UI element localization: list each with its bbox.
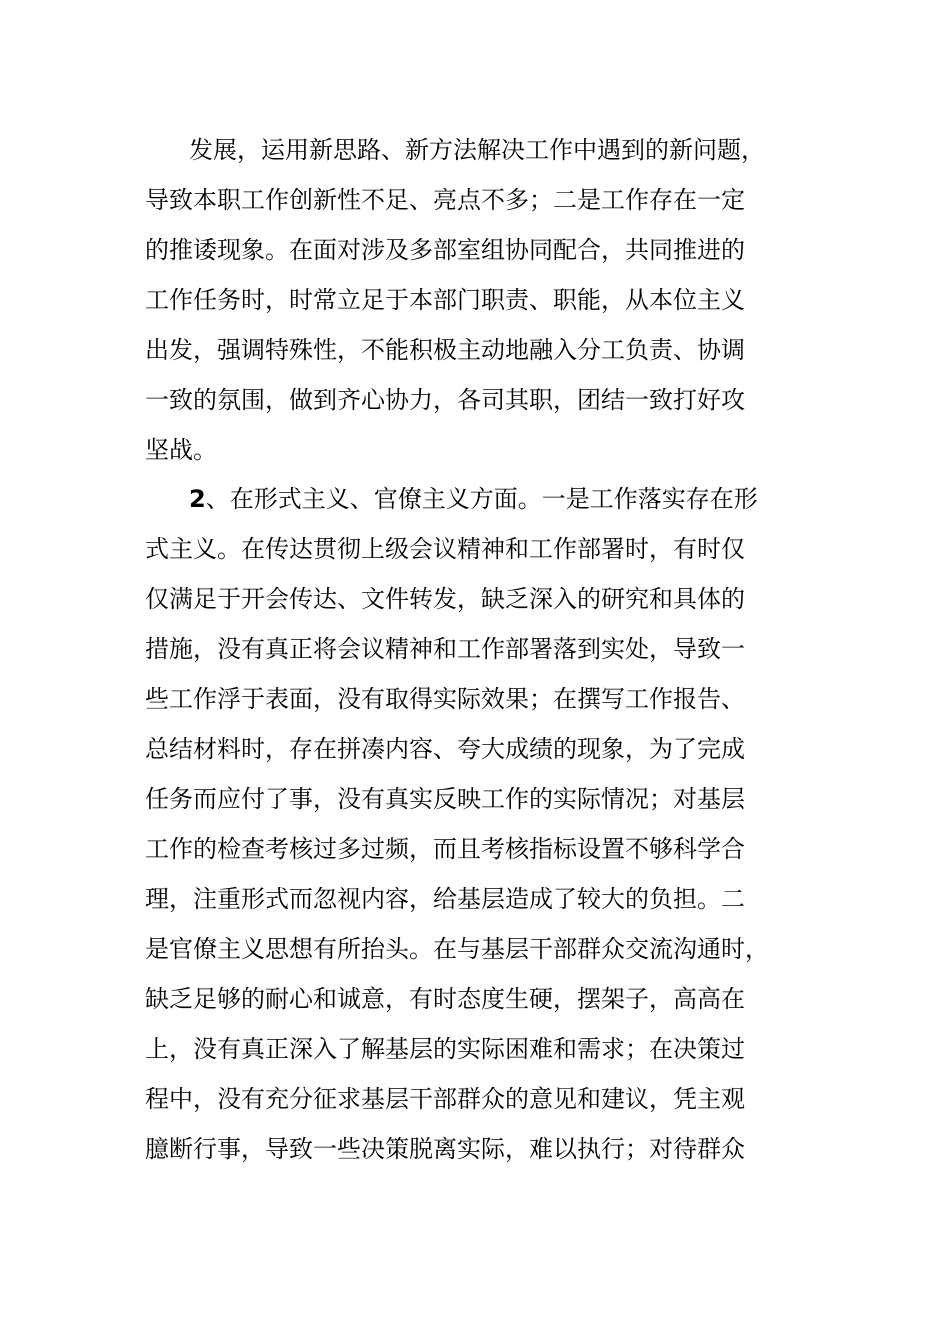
text-line: 程中，没有充分征求基层干部群众的意见和建议，凭主观 bbox=[145, 1085, 745, 1113]
text-line: 总结材料时，存在拼凑内容、夸大成绩的现象，为了完成 bbox=[145, 735, 745, 763]
text-line: 出发，强调特殊性，不能积极主动地融入分工负责、协调 bbox=[145, 336, 745, 364]
text-line: 臆断行事，导致一些决策脱离实际，难以执行；对待群众 bbox=[145, 1135, 745, 1163]
paragraph-2 bbox=[145, 474, 810, 1174]
text-line: 坚战。 bbox=[145, 436, 217, 464]
text-line: 工作的检查考核过多过频，而且考核指标设置不够科学合 bbox=[145, 835, 745, 863]
text-line: 导致本职工作创新性不足、亮点不多；二是工作存在一定 bbox=[145, 186, 745, 214]
text-line: 、在形式主义、官僚主义方面。一是工作落实存在形 bbox=[205, 485, 758, 513]
paragraph-1 bbox=[145, 125, 810, 475]
text-line: 工作任务时，时常立足于本部门职责、职能，从本位主义 bbox=[145, 286, 745, 314]
text-line: 的推诿现象。在面对涉及多部室组协同配合，共同推进的 bbox=[145, 236, 745, 264]
text-line: 些工作浮于表面，没有取得实际效果；在撰写工作报告、 bbox=[145, 685, 745, 713]
text-line: 缺乏足够的耐心和诚意，有时态度生硬，摆架子，高高在 bbox=[145, 985, 745, 1013]
text-line: 一致的氛围，做到齐心协力，各司其职，团结一致打好攻 bbox=[145, 386, 745, 414]
text-line: 措施，没有真正将会议精神和工作部署落到实处，导致一 bbox=[145, 635, 745, 663]
text-line: 式主义。在传达贯彻上级会议精神和工作部署时，有时仅 bbox=[145, 535, 745, 563]
text-line: 上，没有真正深入了解基层的实际困难和需求；在决策过 bbox=[145, 1035, 745, 1063]
text-line: 仅满足于开会传达、文件转发，缺乏深入的研究和具体的 bbox=[145, 585, 745, 613]
paragraph-2-first-line bbox=[145, 474, 810, 524]
section-number: 2 bbox=[189, 485, 206, 513]
text-line: 理，注重形式而忽视内容，给基层造成了较大的负担。二 bbox=[145, 885, 745, 913]
text-line: 是官僚主义思想有所抬头。在与基层干部群众交流沟通时， bbox=[145, 935, 769, 963]
text-line: 任务而应付了事，没有真实反映工作的实际情况；对基层 bbox=[145, 785, 745, 813]
text-line: 发展，运用新思路、新方法解决工作中遇到的新问题， bbox=[189, 136, 765, 164]
